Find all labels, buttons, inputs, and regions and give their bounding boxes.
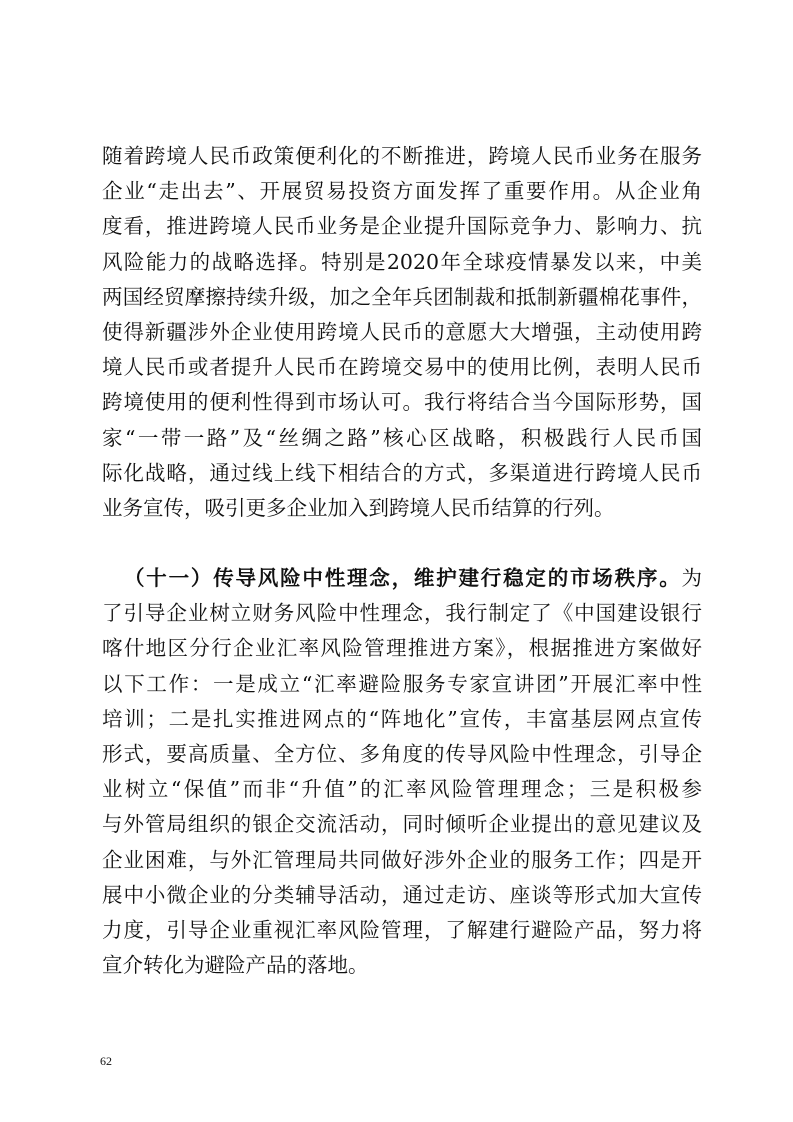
heading-line-tail: 为: [681, 566, 702, 590]
page-number: 62: [100, 1054, 112, 1068]
text-line: 际化战略，通过线上线下相结合的方式，多渠道进行跨境人民币: [102, 460, 702, 485]
section-heading: （十一）传导风险中性理念，维护建行稳定的市场秩序。: [124, 566, 682, 590]
paragraph-cross-border-rmb: [102, 139, 702, 526]
text-line: 以下工作：一是成立“汇率避险服务专家宣讲团”开展汇率中性: [102, 671, 702, 696]
text-line: 业树立“保值”而非“升值”的汇率风险管理理念；三是积极参: [102, 777, 702, 802]
text-line: 使得新疆涉外企业使用跨境人民币的意愿大大增强，主动使用跨: [102, 319, 702, 344]
text-line: 形式，要高质量、全方位、多角度的传导风险中性理念，引导企: [102, 741, 702, 766]
text-line: 宣介转化为避险产品的落地。: [102, 953, 369, 978]
text-line: 喀什地区分行企业汇率风险管理推进方案》，根据推进方案做好: [102, 636, 702, 661]
text-line: 力度，引导企业重视汇率风险管理，了解建行避险产品，努力将: [102, 917, 702, 942]
text-line: 业务宣传，吸引更多企业加入到跨境人民币结算的行列。: [102, 495, 615, 520]
text-line: 跨境使用的便利性得到市场认可。我行将结合当今国际形势，国: [102, 390, 702, 415]
text-line: 境人民币或者提升人民币在跨境交易中的使用比例，表明人民币: [102, 355, 702, 380]
text-line: 家“一带一路”及“丝绸之路”核心区战略，积极践行人民币国: [102, 425, 702, 450]
text-line: 展中小微企业的分类辅导活动，通过走访、座谈等形式加大宣传: [102, 882, 702, 907]
text-line: 培训；二是扎实推进网点的“阵地化”宣传，丰富基层网点宣传: [102, 706, 702, 731]
text-line: 企业“走出去”、开展贸易投资方面发挥了重要作用。从企业角: [102, 179, 702, 204]
text-line: 度看，推进跨境人民币业务是企业提升国际竞争力、影响力、抗: [102, 214, 702, 239]
text-line: 企业困难，与外汇管理局共同做好涉外企业的服务工作；四是开: [102, 847, 702, 872]
text-line: 风险能力的战略选择。特别是2020年全球疫情暴发以来，中美: [102, 249, 702, 274]
text-line: 与外管局组织的银企交流活动，同时倾听企业提出的意见建议及: [102, 812, 702, 837]
paragraph-risk-neutral: [102, 561, 702, 983]
text-line: 了引导企业树立财务风险中性理念，我行制定了《中国建设银行: [102, 601, 702, 626]
text-line: 随着跨境人民币政策便利化的不断推进，跨境人民币业务在服务: [102, 144, 702, 168]
text-line: 两国经贸摩擦持续升级，加之全年兵团制裁和抵制新疆棉花事件，: [102, 284, 702, 309]
heading-line: [102, 561, 702, 596]
